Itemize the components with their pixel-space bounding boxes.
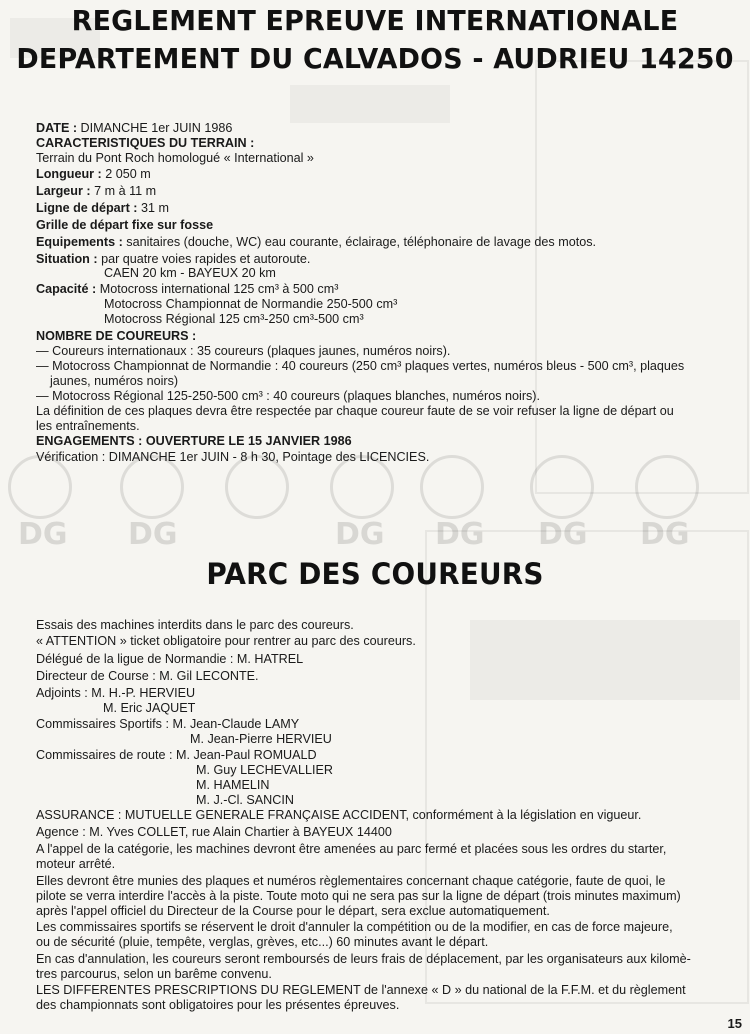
logo-mark: DG bbox=[335, 517, 385, 552]
parc-line-12: M. J.-Cl. SANCIN bbox=[196, 793, 294, 807]
coureurs-item-2-cont: jaunes, numéros noirs) bbox=[50, 374, 179, 388]
capacite-value-1: Motocross international 125 cm³ à 500 cm³ bbox=[99, 282, 339, 296]
terrain-value: Terrain du Pont Roch homologué « International » bbox=[36, 151, 314, 165]
grille-line: Grille de départ fixe sur fosse bbox=[36, 218, 214, 232]
parc-line-20: Les commissaires sportifs se réservent le droit d'annuler la compétition ou de la modifier, en cas de force majeure, bbox=[36, 920, 673, 934]
logo-mark: DG bbox=[640, 517, 690, 552]
parc-line-17: Elles devront être munies des plaques et numéros règlementaires concernant chaque catégorie, faute de quoi, le bbox=[36, 874, 666, 888]
equipements-row bbox=[36, 235, 596, 250]
longueur-value: 2 050 m bbox=[105, 167, 151, 181]
parc-line-13: ASSURANCE : MUTUELLE GENERALE FRANÇAISE ACCIDENT, conformément à la législation en vigueur. bbox=[36, 808, 642, 822]
longueur-row bbox=[36, 167, 151, 182]
parc-line-4: Directeur de Course : M. Gil LECONTE. bbox=[36, 669, 259, 683]
parc-line-23: tres parcourus, selon un barême convenu. bbox=[36, 967, 272, 981]
parc-line-2: « ATTENTION » ticket obligatoire pour rentrer au parc des coureurs. bbox=[36, 634, 416, 648]
logo-mark: DG bbox=[435, 517, 485, 552]
equipements-label: Equipements : bbox=[36, 235, 123, 249]
engagements-line: ENGAGEMENTS : OUVERTURE LE 15 JANVIER 1986 bbox=[36, 434, 352, 448]
logo-mark: DG bbox=[538, 517, 588, 552]
parc-line-6: M. Eric JAQUET bbox=[103, 701, 196, 715]
situation-value: par quatre voies rapides et autoroute. bbox=[101, 252, 311, 266]
largeur-row bbox=[36, 184, 156, 199]
parc-line-8: M. Jean-Pierre HERVIEU bbox=[190, 732, 332, 746]
coureurs-item-1: — Coureurs internationaux : 35 coureurs (plaques jaunes, numéros noirs). bbox=[36, 344, 451, 358]
situation-label: Situation : bbox=[36, 252, 98, 266]
logo-circle bbox=[420, 455, 484, 519]
depart-label: Ligne de départ : bbox=[36, 201, 138, 215]
largeur-value: 7 m à 11 m bbox=[94, 184, 157, 198]
page-number: 15 bbox=[727, 1016, 742, 1031]
bleed-through-shape bbox=[470, 620, 740, 700]
bleed-through-shape bbox=[290, 85, 450, 123]
bleed-through-logo-row bbox=[0, 455, 750, 560]
parc-line-1: Essais des machines interdits dans le parc des coureurs. bbox=[36, 618, 354, 632]
parc-line-21: ou de sécurité (pluie, tempête, verglas, grèves, etc...) 60 minutes avant le départ. bbox=[36, 935, 489, 949]
capacite-value-2: Motocross Championnat de Normandie 250-500 cm³ bbox=[104, 297, 398, 311]
parc-line-3: Délégué de la ligue de Normandie : M. HATREL bbox=[36, 652, 304, 666]
parc-line-25: des championnats sont obligatoires pour les présentes épreuves. bbox=[36, 998, 400, 1012]
parc-line-19: après l'appel officiel du Directeur de la Course pour le départ, sera exclue automatiquement. bbox=[36, 904, 550, 918]
coureurs-item-2: — Motocross Championnat de Normandie : 40 coureurs (250 cm³ plaques vertes, numéros bleus - 500 cm³, plaques bbox=[36, 359, 685, 373]
plaques-definition: La définition de ces plaques devra être respectée par chaque coureur faute de se voir refuser la ligne de départ ou bbox=[36, 404, 674, 418]
page-title-line-1: REGLEMENT EPREUVE INTERNATIONALE bbox=[71, 4, 679, 37]
parc-line-7: Commissaires Sportifs : M. Jean-Claude LAMY bbox=[36, 717, 300, 731]
parc-line-9: Commissaires de route : M. Jean-Paul ROMUALD bbox=[36, 748, 317, 762]
date-value: DIMANCHE 1er JUIN 1986 bbox=[80, 121, 233, 135]
longueur-label: Longueur : bbox=[36, 167, 102, 181]
parc-line-10: M. Guy LECHEVALLIER bbox=[196, 763, 333, 777]
logo-mark: DG bbox=[128, 517, 178, 552]
coureurs-item-3: — Motocross Régional 125-250-500 cm³ : 40 coureurs (plaques blanches, numéros noirs). bbox=[36, 389, 540, 403]
parc-line-14: Agence : M. Yves COLLET, rue Alain Chartier à BAYEUX 14400 bbox=[36, 825, 392, 839]
terrain-heading: CARACTERISTIQUES DU TERRAIN : bbox=[36, 136, 255, 150]
date-row bbox=[36, 121, 232, 136]
situation-row bbox=[36, 252, 310, 267]
parc-line-11: M. HAMELIN bbox=[196, 778, 270, 792]
parc-line-24: LES DIFFERENTES PRESCRIPTIONS DU REGLEMENT de l'annexe « D » du national de la F.F.M. et du règlement bbox=[36, 983, 686, 997]
parc-line-16: moteur arrêté. bbox=[36, 857, 116, 871]
logo-circle bbox=[635, 455, 699, 519]
parc-line-18: pilote se verra interdire l'accès à la piste. Toute moto qui ne sera pas sur la ligne de départ (trois minutes maximum) bbox=[36, 889, 681, 903]
equipements-value: sanitaires (douche, WC) eau courante, éclairage, téléphonaire de lavage des motos. bbox=[126, 235, 597, 249]
parc-line-22: En cas d'annulation, les coureurs seront remboursés de leurs frais de déplacement, par les organisateurs aux kilomè- bbox=[36, 952, 691, 966]
coureurs-heading: NOMBRE DE COUREURS : bbox=[36, 329, 197, 343]
page-title-line-2: DEPARTEMENT DU CALVADOS - AUDRIEU 14250 bbox=[16, 42, 734, 75]
bleed-through-frame bbox=[535, 60, 749, 494]
verification-line: Vérification : DIMANCHE 1er JUIN - 8 h 30, Pointage des LICENCIES. bbox=[36, 450, 430, 464]
date-label: DATE : bbox=[36, 121, 78, 135]
parc-line-5: Adjoints : M. H.-P. HERVIEU bbox=[36, 686, 196, 700]
depart-row bbox=[36, 201, 169, 216]
situation-value-2: CAEN 20 km - BAYEUX 20 km bbox=[104, 266, 276, 280]
section-title-parc: PARC DES COUREURS bbox=[206, 557, 544, 591]
logo-circle bbox=[530, 455, 594, 519]
parc-line-15: A l'appel de la catégorie, les machines devront être amenées au parc fermé et placées sous les ordres du starter, bbox=[36, 842, 667, 856]
plaques-definition-cont: les entraînements. bbox=[36, 419, 140, 433]
largeur-label: Largeur : bbox=[36, 184, 91, 198]
capacite-row bbox=[36, 282, 338, 297]
capacite-value-3: Motocross Régional 125 cm³-250 cm³-500 cm³ bbox=[104, 312, 364, 326]
logo-mark: DG bbox=[18, 517, 68, 552]
depart-value: 31 m bbox=[140, 201, 169, 215]
capacite-label: Capacité : bbox=[36, 282, 97, 296]
